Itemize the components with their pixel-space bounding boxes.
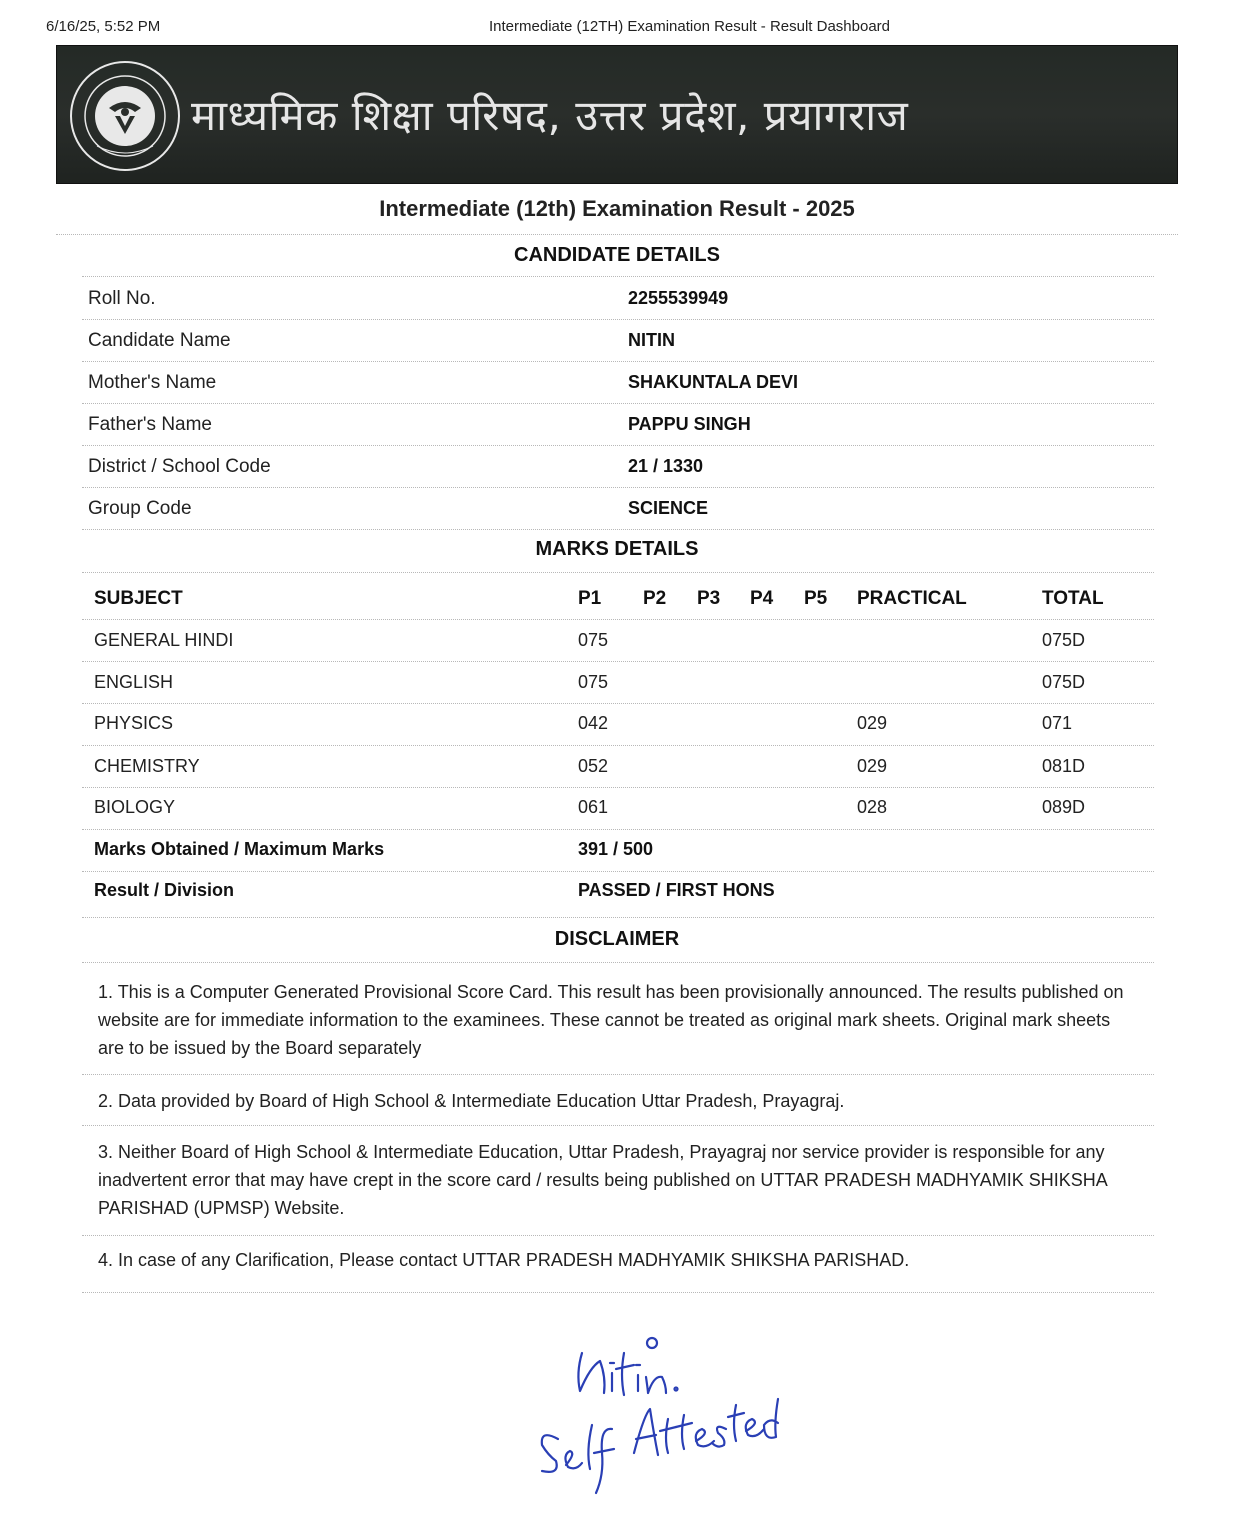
board-name-hindi: माध्यमिक शिक्षा परिषद, उत्तर प्रदेश, प्रयागराज [191,91,909,140]
subject-name: CHEMISTRY [94,756,200,776]
total-marks: 081D [1042,756,1086,776]
divider [82,917,1154,918]
column-header-total: TOTAL [1042,588,1104,609]
divider [82,361,1154,362]
disclaimer-item: 1. This is a Computer Generated Provisional Score Card. This result has been provisionally announced. The results published on website are for immediate information to the examinees. These cannot be treated as original mark sheets. Original mark sheets are to be issued by the Board separately [98,982,1124,1058]
divider [56,234,1178,235]
divider [82,962,1154,963]
school-code-value: 21 / 1330 [628,456,704,476]
group-code-label: Group Code [88,498,192,519]
p1-marks: 042 [578,713,609,733]
father-name-value: PAPPU SINGH [628,414,751,434]
p1-marks: 075 [578,672,609,692]
p1-marks: 052 [578,756,609,776]
practical-marks: 029 [857,713,888,733]
column-header-p3: P3 [697,588,721,609]
column-header-p2: P2 [643,588,667,609]
mother-name-label: Mother's Name [88,372,217,393]
roll-no-label: Roll No. [88,288,156,309]
group-code-value: SCIENCE [628,498,709,518]
mother-name-value: SHAKUNTALA DEVI [628,372,798,392]
disclaimer-item: 2. Data provided by Board of High School & Intermediate Education Uttar Pradesh, Prayagraj. [98,1091,845,1111]
divider [82,745,1154,746]
divider [82,276,1154,277]
disclaimer-item: 3. Neither Board of High School & Intermediate Education, Uttar Pradesh, Prayagraj nor service provider is responsible for any inadvertent error that may have crept in the score card / results being published on UTTAR PRADESH MADHYAMIK SHIKSHA PARISHAD (UPMSP) Website. [98,1142,1107,1218]
subject-name: PHYSICS [94,713,174,733]
divider [82,1235,1154,1236]
marks-details-heading: MARKS DETAILS [535,538,699,560]
divider [82,529,1154,530]
subject-name: BIOLOGY [94,797,176,817]
school-code-label: District / School Code [88,456,271,477]
print-header [46,18,1220,40]
divider [82,661,1154,662]
handwritten-signature [520,1325,800,1500]
practical-marks: 029 [857,756,888,776]
candidate-details-heading: CANDIDATE DETAILS [514,244,720,266]
divider [82,703,1154,704]
total-marks: 071 [1042,713,1073,733]
divider [82,871,1154,872]
result-division-label: Result / Division [94,880,235,900]
candidate-name-value: NITIN [628,330,675,350]
practical-marks: 028 [857,797,888,817]
column-header-p1: P1 [578,588,602,609]
board-banner [56,45,1178,184]
total-marks: 075D [1042,630,1086,650]
candidate-name-label: Candidate Name [88,330,231,351]
divider [82,1074,1154,1075]
disclaimer-heading: DISCLAIMER [554,928,680,950]
divider [82,1125,1154,1126]
divider [82,487,1154,488]
divider [82,619,1154,620]
divider [82,787,1154,788]
p1-marks: 075 [578,630,609,650]
total-marks: 089D [1042,797,1086,817]
marks-obtained-value: 391 / 500 [578,839,654,859]
disclaimer-item: 4. In case of any Clarification, Please contact UTTAR PRADESH MADHYAMIK SHIKSHA PARISHAD. [98,1250,910,1270]
column-header-practical: PRACTICAL [857,588,967,609]
total-marks: 075D [1042,672,1086,692]
divider [82,403,1154,404]
print-datetime: 6/16/25, 5:52 PM [46,18,161,35]
divider [82,445,1154,446]
board-emblem-icon [69,60,181,172]
marks-obtained-label: Marks Obtained / Maximum Marks [94,839,385,859]
result-division-value: PASSED / FIRST HONS [578,880,775,900]
roll-no-value: 2255539949 [628,288,729,308]
column-header-subject: SUBJECT [94,588,183,609]
subject-name: GENERAL HINDI [94,630,234,650]
p1-marks: 061 [578,797,609,817]
divider [82,319,1154,320]
column-header-p5: P5 [804,588,828,609]
print-page-title: Intermediate (12TH) Examination Result - Result Dashboard [489,18,891,35]
father-name-label: Father's Name [88,414,213,435]
divider [82,572,1154,573]
subject-name: ENGLISH [94,672,174,692]
divider [82,1292,1154,1293]
page-title: Intermediate (12th) Examination Result - 2025 [379,196,855,221]
divider [82,829,1154,830]
column-header-p4: P4 [750,588,774,609]
